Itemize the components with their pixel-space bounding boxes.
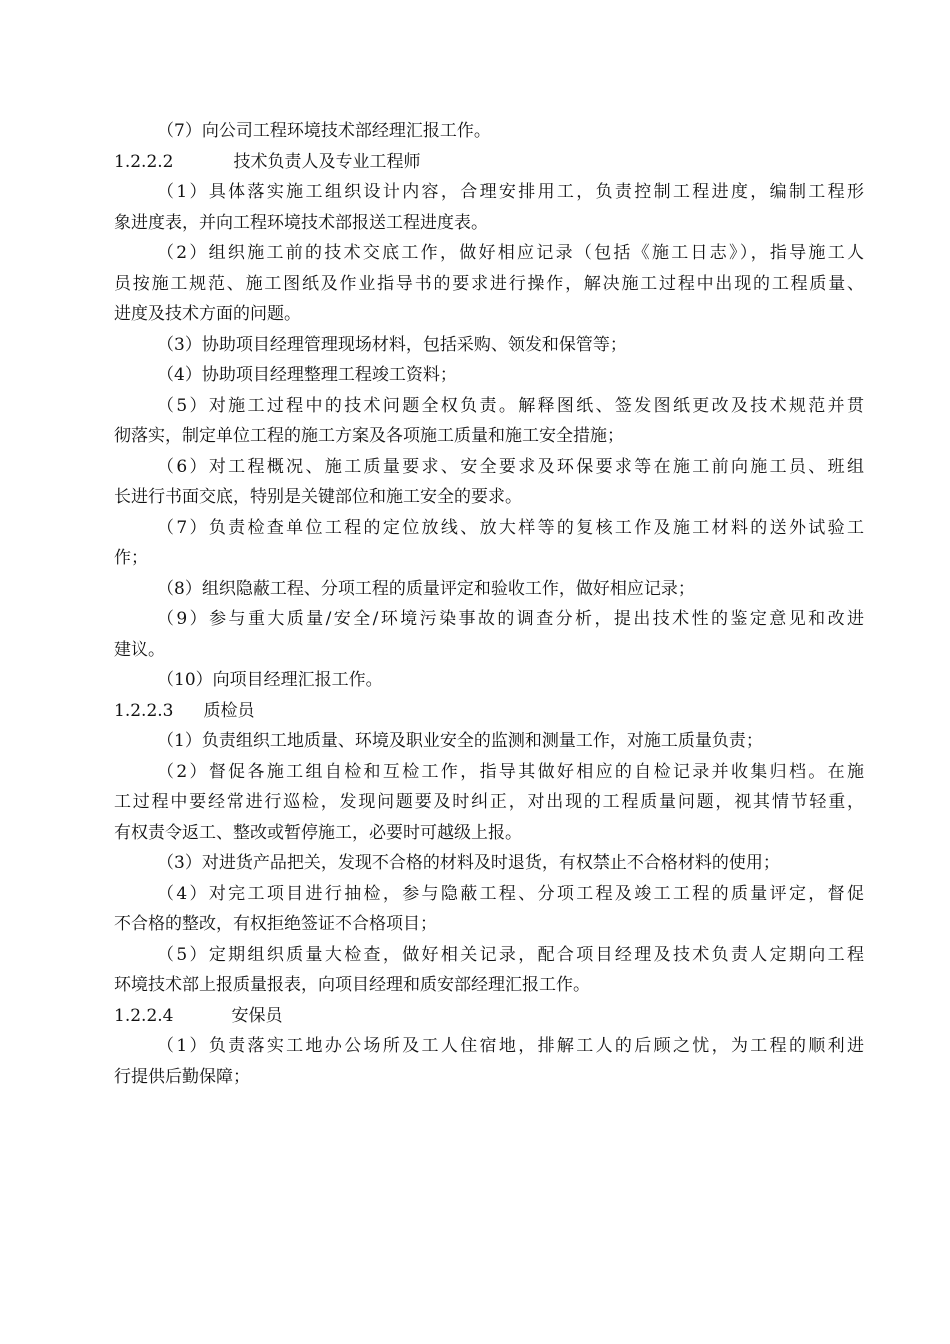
paragraph-line: 员按施工规范、施工图纸及作业指导书的要求进行操作，解决施工过程中出现的工程质量、 [114,273,864,294]
paragraph-line: （5）定期组织质量大检查，做好相关记录，配合项目经理及技术负责人定期向工程 [157,944,864,965]
paragraph-line: 作； [114,548,148,568]
paragraph-line: （10）向项目经理汇报工作。 [157,670,383,690]
document-body [114,116,864,1092]
paragraph-line: （3）对进货产品把关，发现不合格的材料及时退货，有权禁止不合格材料的使用； [157,853,780,873]
paragraph-line: 建议。 [114,639,165,660]
paragraph-line: 进度及技术方面的问题。 [114,304,301,324]
paragraph-line: 环境技术部上报质量报表，向项目经理和质安部经理汇报工作。 [114,975,590,995]
section-title: 质检员 [203,700,255,721]
section-heading [114,147,864,178]
section-heading [114,1001,864,1032]
paragraph-line: 工过程中要经常进行巡检，发现问题要及时纠正，对出现的工程质量问题，视其情节轻重， [114,792,864,812]
section-title: 技术负责人及专业工程师 [233,151,421,172]
section-number: 1.2.2.2 [114,151,174,172]
paragraph-line: （7）负责检查单位工程的定位放线、放大样等的复核工作及施工材料的送外试验工 [157,517,864,538]
section-heading [114,696,864,727]
paragraph-line: （2）组织施工前的技术交底工作，做好相应记录（包括《施工日志》），指导施工人 [157,243,864,263]
paragraph-line: （1）负责组织工地质量、环境及职业安全的监测和测量工作，对施工质量负责； [157,731,763,751]
section-number: 1.2.2.4 [114,1005,174,1026]
paragraph-line: （4）协助项目经理整理工程竣工资料； [157,365,457,385]
paragraph-line: 有权责令返工、整改或暂停施工，必要时可越级上报。 [114,822,522,843]
paragraph-line: （3）协助项目经理管理现场材料，包括采购、领发和保管等； [157,334,627,355]
paragraph-line: 象进度表，并向工程环境技术部报送工程进度表。 [114,212,488,233]
paragraph-line: （9）参与重大质量/安全/环境污染事故的调查分析，提出技术性的鉴定意见和改进 [157,609,864,629]
paragraph-line: 不合格的整改，有权拒绝签证不合格项目； [114,914,437,934]
paragraph-line: 长进行书面交底，特别是关键部位和施工安全的要求。 [114,487,522,507]
paragraph-line: 彻落实，制定单位工程的施工方案及各项施工质量和施工安全措施； [114,426,624,446]
paragraph-line: （8）组织隐蔽工程、分项工程的质量评定和验收工作，做好相应记录； [157,578,695,599]
paragraph-line: （1）负责落实工地办公场所及工人住宿地，排解工人的后顾之忧，为工程的顺利进 [157,1036,864,1056]
paragraph-line: （4）对完工项目进行抽检，参与隐蔽工程、分项工程及竣工工程的质量评定，督促 [157,883,864,904]
paragraph-line: （2）督促各施工组自检和互检工作，指导其做好相应的自检记录并收集归档。在施 [157,761,864,782]
paragraph-line: （7）向公司工程环境技术部经理汇报工作。 [157,121,491,141]
section-number: 1.2.2.3 [114,700,174,721]
paragraph-line: 行提供后勤保障； [114,1066,250,1087]
section-title: 安保员 [231,1005,283,1026]
paragraph-line: （6）对工程概况、施工质量要求、安全要求及环保要求等在施工前向施工员、班组 [157,456,864,477]
paragraph-line: （1）具体落实施工组织设计内容，合理安排用工，负责控制工程进度，编制工程形 [157,182,864,202]
paragraph-line: （5）对施工过程中的技术问题全权负责。解释图纸、签发图纸更改及技术规范并贯 [157,395,864,416]
